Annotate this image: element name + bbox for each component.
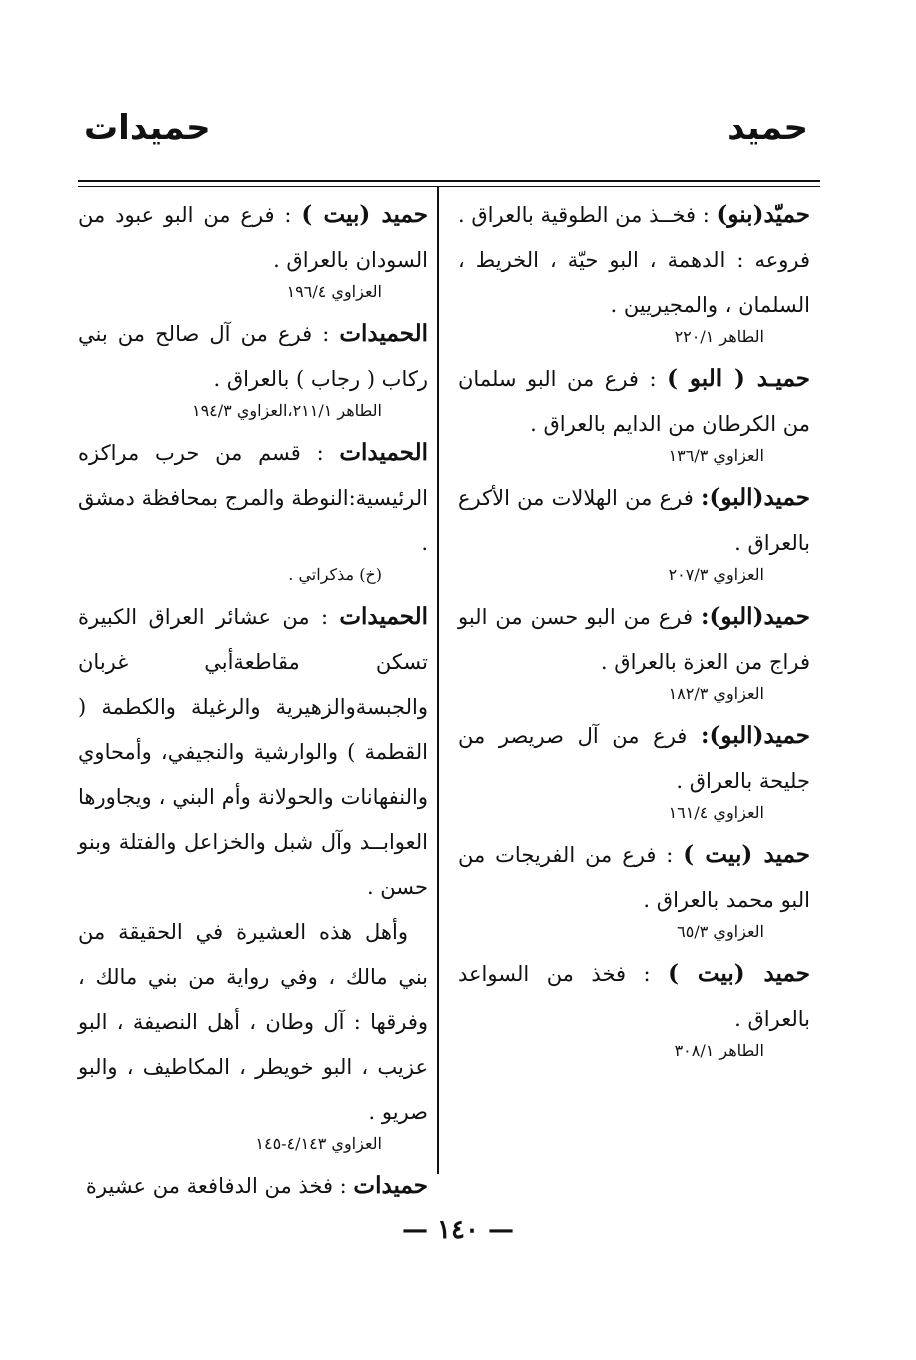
entry: [78, 311, 428, 424]
entry-head: حميـد ( البو ): [667, 365, 810, 392]
entry: [458, 951, 810, 1064]
entry-reference: العزاوي ١٩٦/٤: [286, 282, 382, 301]
entry-reference: الطاهر ٢٢٠/١: [674, 327, 764, 346]
entry-head: الحميدات: [339, 603, 428, 630]
entry-head: حميد (بيت ): [683, 841, 811, 868]
entry-head: حميد(البو):: [700, 484, 810, 511]
entry-head: حميّد(بنو): [716, 201, 810, 228]
entry-text: فرع من آل صريصر من جليحة بالعراق .: [458, 724, 810, 793]
entry: [458, 356, 810, 469]
entry-head: حميدات: [353, 1172, 428, 1199]
entry-text: : من عشائر العراق الكبيرة تسكن مقاطعةأبي غربان والجبسةوالزهيرية والرغيلة والكطمة ( القطمة ) والوارشية والنجيفي، وأمحاوي والنفهانات والحولانة وأم البني ، ويجاورها العوابــد وآل شبل والخزاعل والفتلة وبنو حسن .: [78, 605, 428, 899]
running-header-left: حميدات: [84, 108, 211, 148]
entry: [458, 475, 810, 588]
entry-head: حميد (بيت ): [668, 960, 810, 987]
entry: [78, 1163, 428, 1209]
entry-head: حميد(البو):: [700, 603, 810, 630]
entry-text: : فخذ من السواعد بالعراق .: [458, 962, 810, 1031]
entry-reference: العزاوي ٢٠٧/٣: [668, 565, 764, 584]
page-number: — ١٤٠ —: [401, 1215, 515, 1245]
header-rule-thick: [78, 180, 820, 182]
entry-reference: العزاوي ١٨٢/٣: [668, 684, 764, 703]
entry-text: فرع من الهلالات من الأكرع بالعراق .: [458, 486, 810, 555]
entry: [78, 430, 428, 588]
entry: [458, 832, 810, 945]
entry-reference: العزاوي ١٦١/٤: [668, 803, 764, 822]
entry-text: : فخــذ من الطوقية بالعراق . فروعه : الدهمة ، البو حيّة ، الخريط ، السلمان ، والمجيريين .: [458, 203, 810, 317]
entry: [78, 192, 428, 305]
left-column: [78, 192, 428, 1213]
entry-head: الحميدات: [339, 439, 428, 466]
entry-text: : فخذ من الدفافعة من عشيرة: [85, 1174, 354, 1198]
entry-paragraph: وأهل هذه العشيرة في الحقيقة من بني مالك ، وفي رواية من بني مالك ، وفرقها : آل وطان ، أهل النصيفة ، البو عزيب ، البو خويطر ، المكاطيف ، والبو صريو .: [78, 920, 428, 1124]
entry-reference: العزاوي ٤/١٤٣-١٤٥: [255, 1134, 382, 1153]
column-divider: [437, 186, 439, 1174]
running-header-right: حميد: [727, 108, 808, 148]
entry-text: : قسم من حرب مراكزه الرئيسية:النوطة والمرج بمحافظة دمشق .: [78, 441, 428, 555]
entry-text: : فرع من البو عبود من السودان بالعراق .: [78, 203, 428, 272]
entry-reference: العزاوي ٦٥/٣: [677, 922, 764, 941]
entry-head: الحميدات: [339, 320, 428, 347]
header-rule-thin: [78, 186, 820, 187]
entry-head: حميد (بيت ): [301, 201, 428, 228]
entry-reference: الطاهر ٢١١/١،العزاوي ١٩٤/٣: [191, 401, 382, 420]
entry-head: حميد(البو):: [700, 722, 810, 749]
entry-reference: العزاوي ١٣٦/٣: [668, 446, 764, 465]
entry-text: : فرع من الفريجات من البو محمد بالعراق .: [458, 843, 810, 912]
right-column: [458, 192, 810, 1070]
entry: [458, 713, 810, 826]
entry: [458, 594, 810, 707]
entry: [458, 192, 810, 350]
entry-text: فرع من البو حسن من البو فراج من العزة بالعراق .: [458, 605, 810, 674]
entry: [78, 594, 428, 1157]
entry-text: : فرع من البو سلمان من الكرطان من الدايم بالعراق .: [458, 367, 810, 436]
entry-reference: (خ) مذكراتي .: [288, 565, 382, 584]
entry-text: : فرع من آل صالح من بني ركاب ( رجاب ) بالعراق .: [78, 322, 428, 391]
entry-reference: الطاهر ٣٠٨/١: [674, 1041, 764, 1060]
